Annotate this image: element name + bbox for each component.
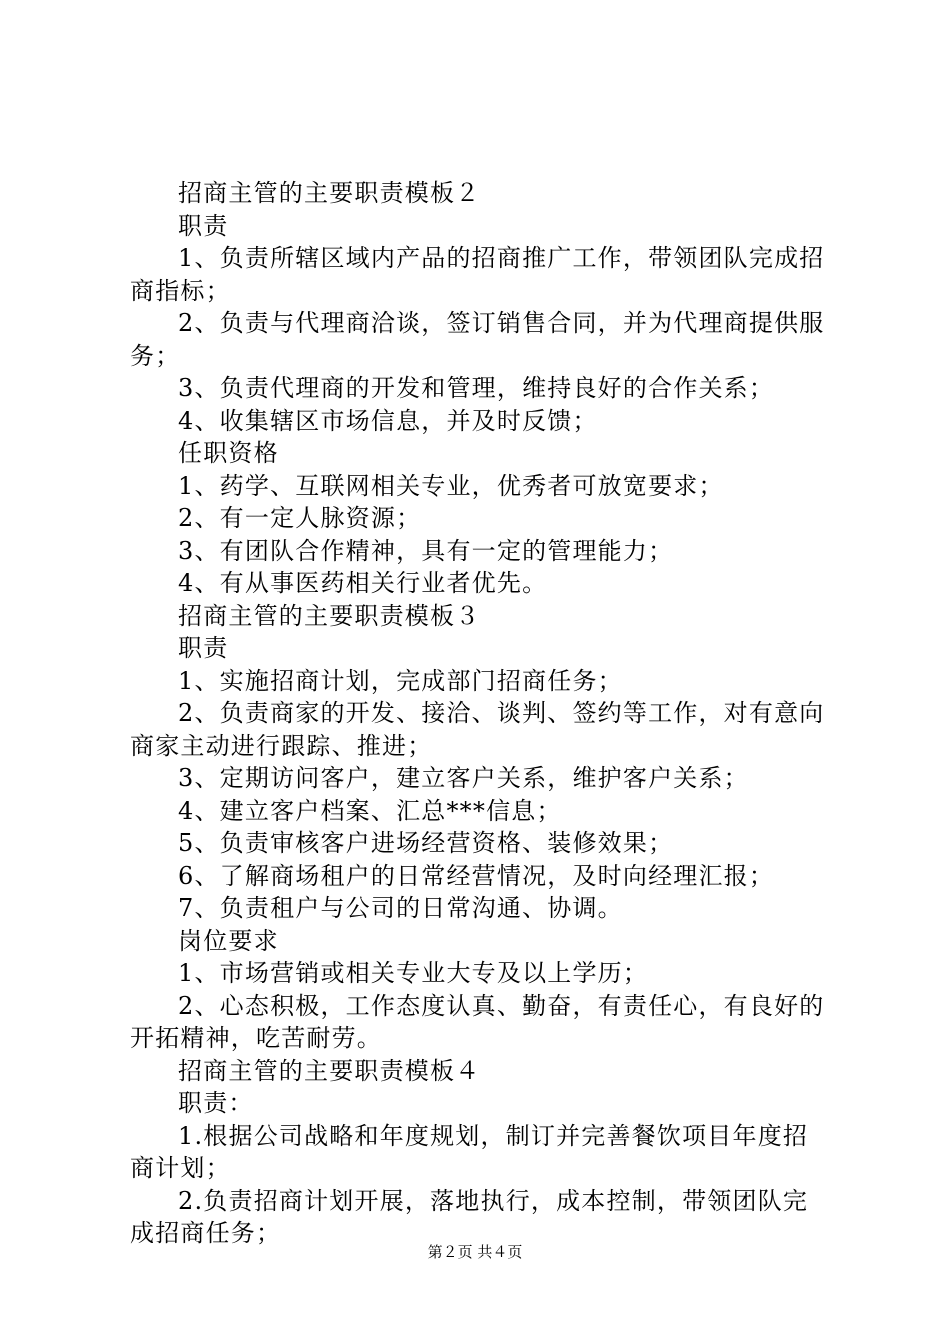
paragraph-line: 5、负责审核客户进场经营资格、装修效果； — [178, 829, 674, 857]
paragraph-line: 2、心态积极，工作态度认真、勤奋，有责任心，有良好的 — [178, 991, 825, 1020]
paragraph-line: 3、有团队合作精神，具有一定的管理能力； — [178, 536, 674, 565]
paragraph-continuation-line: 成招商任务； — [130, 1219, 282, 1247]
paragraph-continuation-line: 务； — [130, 341, 181, 370]
paragraph-line: 4、有从事医药相关行业者优先。 — [178, 569, 548, 597]
paragraph-line: 职责： — [178, 1089, 254, 1117]
paragraph-line: 6、了解商场租户的日常经营情况，及时向经理汇报； — [178, 861, 775, 890]
page-footer: 第２页 共４页 — [427, 1243, 523, 1261]
paragraph-continuation-line: 开拓精神，吃苦耐劳。 — [130, 1024, 382, 1052]
paragraph-line: 4、收集辖区市场信息，并及时反馈； — [178, 406, 598, 435]
paragraph-line: 2、负责与代理商洽谈，签订销售合同，并为代理商提供服 — [178, 309, 825, 337]
paragraph-continuation-line: 商家主动进行跟踪、推进； — [130, 731, 433, 760]
paragraph-line: 1、负责所辖区域内产品的招商推广工作，带领团队完成招 — [178, 244, 825, 272]
paragraph-line: 7、负责租户与公司的日常沟通、协调。 — [178, 894, 623, 922]
paragraph-line: 任职资格 — [178, 439, 279, 467]
paragraph-line: 1、药学、互联网相关专业，优秀者可放宽要求； — [178, 471, 724, 500]
paragraph-line: 1、实施招商计划，完成部门招商任务； — [178, 666, 623, 695]
paragraph-line: 1、市场营销或相关专业大专及以上学历； — [178, 959, 649, 987]
paragraph-line: 3、负责代理商的开发和管理，维持良好的合作关系； — [178, 374, 775, 402]
paragraph-continuation-line: 商指标； — [130, 276, 231, 305]
paragraph-line: 4、建立客户档案、汇总***信息； — [178, 796, 562, 825]
paragraph-line: 职责 — [178, 211, 229, 240]
document-body — [130, 177, 830, 1250]
paragraph-line: 2.负责招商计划开展，落地执行，成本控制，带领团队完 — [178, 1186, 809, 1215]
paragraph-line: 2、负责商家的开发、接洽、谈判、签约等工作，对有意向 — [178, 699, 825, 727]
paragraph-line: 招商主管的主要职责模板３ — [178, 601, 481, 630]
paragraph-line: 1.根据公司战略和年度规划，制订并完善餐饮项目年度招 — [178, 1121, 809, 1150]
paragraph-line: 3、定期访问客户，建立客户关系，维护客户关系； — [178, 764, 749, 792]
paragraph-line: 职责 — [178, 634, 229, 662]
paragraph-line: 2、有一定人脉资源； — [178, 504, 422, 532]
paragraph-line: 岗位要求 — [178, 926, 279, 955]
paragraph-line: 招商主管的主要职责模板４ — [178, 1056, 481, 1085]
paragraph-continuation-line: 商计划； — [130, 1154, 231, 1182]
paragraph-line: 招商主管的主要职责模板２ — [178, 179, 481, 207]
